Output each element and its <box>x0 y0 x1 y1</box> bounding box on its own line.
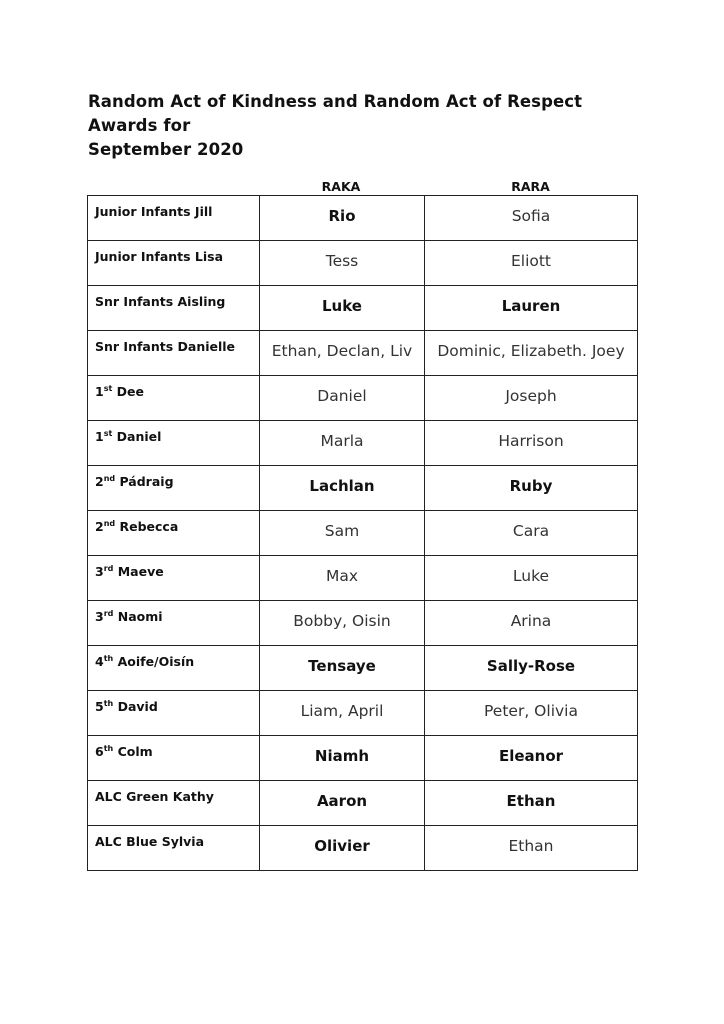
table-row <box>88 421 638 466</box>
raka-cell: Luke <box>260 286 425 331</box>
class-cell <box>88 601 260 646</box>
raka-cell: Sam <box>260 511 425 556</box>
rara-cell: Ethan <box>425 826 638 871</box>
class-name: 3 <box>95 564 104 580</box>
rara-cell: Peter, Olivia <box>425 691 638 736</box>
class-ordinal: rd <box>103 564 114 573</box>
class-cell <box>88 781 260 826</box>
raka-cell: Tensaye <box>260 646 425 691</box>
raka-cell: Bobby, Oisin <box>260 601 425 646</box>
class-cell <box>88 556 260 601</box>
class-ordinal: rd <box>103 609 114 618</box>
rara-cell: Eliott <box>425 241 638 286</box>
raka-cell: Aaron <box>260 781 425 826</box>
class-teacher: Maeve <box>113 564 164 580</box>
class-cell <box>88 736 260 781</box>
raka-cell: Niamh <box>260 736 425 781</box>
class-ordinal: th <box>103 744 114 753</box>
class-teacher: Pádraig <box>115 474 174 490</box>
class-teacher: Naomi <box>113 609 163 625</box>
raka-column-header: RAKA <box>321 179 361 194</box>
rara-column-header: RARA <box>511 179 550 194</box>
class-name: ALC Green Kathy <box>95 789 214 804</box>
class-teacher: Colm <box>113 744 153 760</box>
page-title <box>88 90 648 162</box>
table-row <box>88 466 638 511</box>
rara-cell: Cara <box>425 511 638 556</box>
raka-cell: Max <box>260 556 425 601</box>
class-name: Snr Infants Aisling <box>95 294 226 309</box>
table-row <box>88 241 638 286</box>
rara-cell: Eleanor <box>425 736 638 781</box>
class-ordinal: st <box>103 429 113 438</box>
class-ordinal: th <box>103 654 114 663</box>
class-teacher: Dee <box>112 384 144 400</box>
rara-cell: Sofia <box>425 196 638 241</box>
table-row <box>88 781 638 826</box>
class-name: 1 <box>95 429 104 445</box>
rara-cell: Joseph <box>425 376 638 421</box>
rara-cell: Harrison <box>425 421 638 466</box>
class-name: 6 <box>95 744 104 760</box>
class-teacher: Rebecca <box>115 519 179 535</box>
class-cell <box>88 196 260 241</box>
title-line-2: September 2020 <box>88 140 244 159</box>
class-cell <box>88 421 260 466</box>
class-name: ALC Blue Sylvia <box>95 834 205 849</box>
table-row <box>88 691 638 736</box>
class-ordinal: nd <box>103 474 116 483</box>
class-cell <box>88 511 260 556</box>
class-ordinal: nd <box>103 519 116 528</box>
raka-cell: Marla <box>260 421 425 466</box>
table-row <box>88 376 638 421</box>
table-row <box>88 736 638 781</box>
table-row <box>88 646 638 691</box>
class-name: Snr Infants Danielle <box>95 339 236 354</box>
table-row <box>88 826 638 871</box>
class-cell <box>88 646 260 691</box>
raka-cell: Rio <box>260 196 425 241</box>
class-name: 2 <box>95 474 104 490</box>
raka-cell: Olivier <box>260 826 425 871</box>
class-cell <box>88 691 260 736</box>
raka-cell: Lachlan <box>260 466 425 511</box>
class-name: Junior Infants Lisa <box>95 249 224 264</box>
class-cell <box>88 241 260 286</box>
class-teacher: David <box>113 699 158 715</box>
class-teacher: Aoife/Oisín <box>113 654 195 670</box>
rara-cell: Luke <box>425 556 638 601</box>
raka-cell: Daniel <box>260 376 425 421</box>
class-ordinal: st <box>103 384 113 393</box>
rara-cell: Arina <box>425 601 638 646</box>
rara-cell: Ruby <box>425 466 638 511</box>
class-teacher: Daniel <box>112 429 162 445</box>
class-name: 4 <box>95 654 104 670</box>
class-cell <box>88 286 260 331</box>
class-cell <box>88 466 260 511</box>
class-name: 3 <box>95 609 104 625</box>
title-line-1: Random Act of Kindness and Random Act of Respect Awards for <box>88 92 583 135</box>
class-name: 2 <box>95 519 104 535</box>
table-row <box>88 556 638 601</box>
class-ordinal: th <box>103 699 114 708</box>
class-cell <box>88 331 260 376</box>
class-name: 1 <box>95 384 104 400</box>
table-row <box>88 601 638 646</box>
awards-table <box>87 195 638 871</box>
raka-cell: Liam, April <box>260 691 425 736</box>
table-row <box>88 286 638 331</box>
table-row <box>88 196 638 241</box>
class-cell <box>88 826 260 871</box>
table-row <box>88 511 638 556</box>
rara-cell: Lauren <box>425 286 638 331</box>
rara-cell: Sally-Rose <box>425 646 638 691</box>
rara-cell: Ethan <box>425 781 638 826</box>
table-row <box>88 331 638 376</box>
class-name: 5 <box>95 699 104 715</box>
class-name: Junior Infants Jill <box>95 204 213 219</box>
raka-cell: Ethan, Declan, Liv <box>260 331 425 376</box>
raka-cell: Tess <box>260 241 425 286</box>
rara-cell: Dominic, Elizabeth. Joey <box>425 331 638 376</box>
class-cell <box>88 376 260 421</box>
awards-table-body <box>88 196 638 871</box>
